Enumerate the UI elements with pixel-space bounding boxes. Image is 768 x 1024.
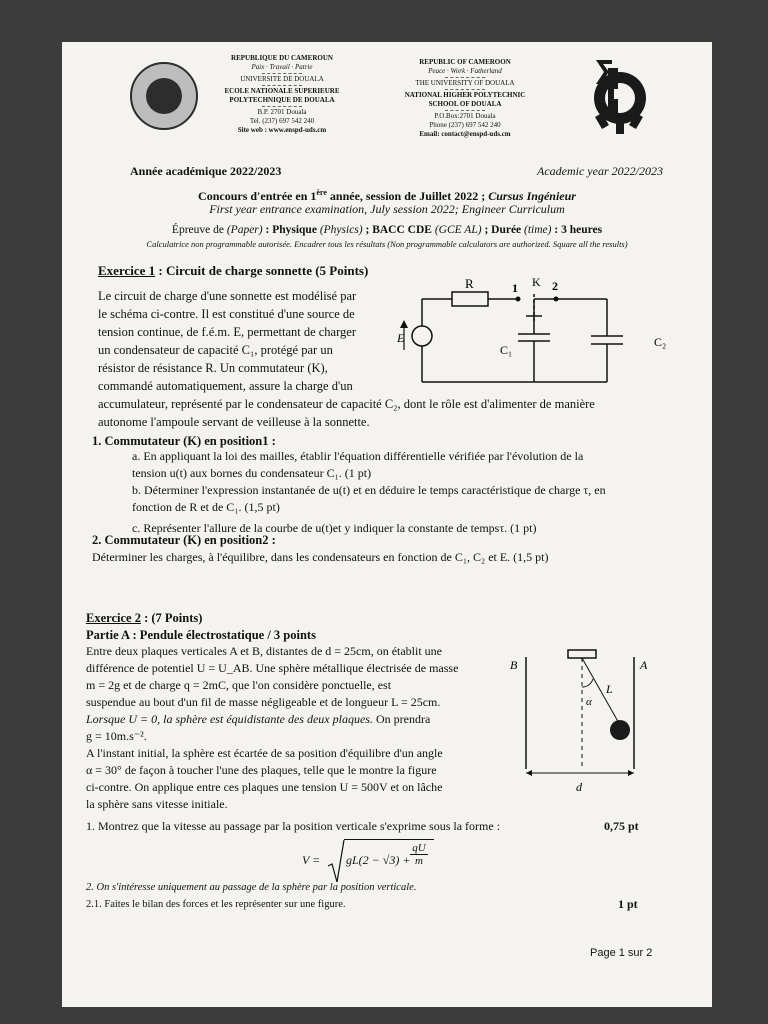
year-fr: Année académique 2022/2023	[130, 164, 282, 178]
page-number: Page 1 sur 2	[590, 947, 653, 959]
ex2-title	[86, 610, 202, 626]
ex2-q1-points: 0,75 pt	[604, 819, 639, 833]
circuit-label-1: 1	[512, 281, 518, 295]
ex1-title-a: Exercice 1	[98, 263, 156, 278]
header-left-line4: ECOLE NATIONALE SUPERIEURE	[224, 87, 340, 95]
exam-paper-line	[62, 222, 712, 238]
circuit-label-C2: C₂	[654, 335, 667, 349]
ex1-p5: résistor de résistance R. Un commutateur (K),	[98, 361, 328, 375]
fig-label-alpha: α	[586, 696, 592, 708]
ex1-q1a-2: tension u(t) aux bornes du condensateur C₁. (1 pt)	[132, 466, 372, 480]
paper-d: (Physics)	[319, 224, 363, 236]
ex2-l10: la sphère sans vitesse initiale.	[86, 797, 228, 811]
fig-label-L: L	[606, 682, 613, 696]
formula-fraction	[410, 842, 428, 867]
paper-e: ; BACC CDE	[362, 224, 435, 236]
circuit-label-R: R	[465, 276, 474, 291]
formula-lhs: V =	[302, 853, 321, 867]
paper-f: (GCE AL)	[434, 224, 482, 236]
header-left	[217, 54, 347, 135]
circuit-label-E: E	[397, 331, 405, 345]
pendulum-figure	[510, 647, 650, 797]
ex1-p8: autonome l'ampoule servant de veilleuse à la sonnette.	[98, 415, 370, 429]
ex2-l4: suspendue au bout d'un fil de masse négligeable et de longueur L = 25cm.	[86, 695, 441, 709]
sqrt-icon	[326, 838, 346, 884]
ex1-q2-head: 2. Commutateur (K) en position2 :	[92, 533, 276, 547]
ex2-l8: α = 30° de façon à toucher l'une des plaques, telle que le montre la figure	[86, 763, 437, 777]
circuit-label-C1: C₁	[500, 343, 513, 357]
year-en: Academic year 2022/2023	[537, 164, 663, 178]
charge-circuit-diagram	[392, 274, 682, 389]
circuit-label-2: 2	[552, 279, 558, 293]
ex1-intro-block	[98, 287, 384, 395]
sqrt-bar	[344, 839, 434, 840]
header-right-line2: Peace · Work · Fatherland	[428, 67, 502, 75]
header-left-line2: Paix · Travail · Patrie	[251, 63, 313, 71]
paper-h: (time)	[524, 224, 552, 236]
ex1-p6: commandé automatiquement, assure la charge d'un	[98, 379, 353, 393]
circuit-label-K: K	[532, 275, 541, 289]
header-left-line7: Tel. (237) 697 542 240	[249, 117, 315, 125]
ex2-q1: 1. Montrez que la vitesse au passage par la position verticale s'exprime sous la forme :	[86, 819, 501, 833]
header-right-line8: Email: contact@enspd-uds.cm	[419, 130, 511, 138]
ex2-l9: ci-contre. On applique entre ces plaques une tension U = 500V et on lâche	[86, 780, 443, 794]
formula-num: qU	[410, 842, 428, 855]
ex2-l2: différence de potentiel U = U_AB. Une sphère métallique électrisée de masse	[86, 661, 459, 675]
university-seal-logo	[130, 62, 198, 130]
ex2-title-b: : (7 Points)	[140, 611, 203, 625]
ex1-q2: Déterminer les charges, à l'équilibre, dans les condensateurs en fonction de C₁, C₂ et E. (1,5 pt)	[92, 550, 549, 564]
paper-b: (Paper)	[226, 224, 263, 236]
fig-label-d: d	[576, 780, 582, 794]
paper-g: ; Durée	[481, 224, 525, 236]
header-left-line5: POLYTECHNIQUE DE DOUALA	[229, 96, 335, 104]
ex1-title	[98, 263, 368, 279]
exam-title-fr-b: année, session de Juillet 2022 ;	[326, 189, 489, 203]
exam-title-fr-sup: ère	[316, 188, 327, 197]
school-logo	[590, 56, 652, 136]
fig-label-B: B	[510, 658, 518, 672]
ex1-p7: accumulateur, représenté par le condensateur de capacité C₂, dont le rôle est d'alimenter de manière	[98, 397, 595, 411]
exam-title-en: First year entrance examination, July session 2022; Engineer Curriculum	[209, 202, 565, 216]
exam-page	[62, 42, 712, 1007]
ex1-p3: tension continue, de f.é.m. E, permettant de charger	[98, 325, 357, 339]
ex1-q1-head: 1. Commutateur (K) en position1 :	[92, 434, 276, 448]
ex1-q1b: b. Déterminer l'expression instantanée de u(t) et en déduire le temps caractéristique de charge τ, en	[132, 483, 606, 497]
ex2-l7: A l'instant initial, la sphère est écartée de sa position d'équilibre d'un angle	[86, 746, 443, 760]
ex1-intro-cont	[98, 395, 670, 431]
paper-c: : Physique	[262, 224, 320, 236]
ex1-p2: le schéma ci-contre. Il est constitué d'une source de	[98, 307, 355, 321]
formula-den: m	[415, 855, 423, 867]
ex2-l3: m = 2g et de charge q = 2mC, que l'on considère ponctuelle, est	[86, 678, 392, 692]
ex2-q21: 2.1. Faites le bilan des forces et les représenter sur une figure.	[86, 899, 346, 910]
header-right	[400, 58, 530, 139]
header-left-line3: UNIVERSITE DE DOUALA	[240, 75, 324, 83]
ex1-q1-block	[132, 448, 672, 537]
header-right-line4: NATIONAL HIGHER POLYTECHNIC	[404, 91, 526, 99]
ex2-l1: Entre deux plaques verticales A et B, distantes de d = 25cm, on établit une	[86, 644, 443, 658]
ex2-partA: Partie A : Pendule électrostatique / 3 points	[86, 628, 316, 642]
ex2-l5b: On prendra	[372, 712, 431, 726]
header-right-line7: Phone (237) 697 542 240	[429, 121, 501, 129]
calculator-note: Calculatrice non programmable autorisée. Encadrer tous les résultats (Non programmable calculators are authorized. Square all the results)	[146, 239, 628, 249]
ex1-q1c: c. Représenter l'allure de la courbe de u(t)et y indiquer la constante de tempsτ. (1 pt)	[132, 521, 537, 535]
header-left-line1: REPUBLIQUE DU CAMEROUN	[231, 54, 333, 62]
formula-part-a: gL(2 − √3) +	[346, 853, 411, 867]
header-right-line3: THE UNIVERSITY OF DOUALA	[415, 79, 515, 87]
ex2-l6: g = 10m.s⁻².	[86, 729, 147, 743]
ex2-l5	[86, 711, 498, 728]
fig-label-A: A	[640, 658, 648, 672]
ex1-title-b: : Circuit de charge sonnette (5 Points)	[155, 263, 369, 278]
header-left-line8: Site web : www.enspd-uds.cm	[237, 126, 327, 134]
ex2-title-a: Exercice 2	[86, 611, 141, 625]
ex2-q2: 2. On s'intéresse uniquement au passage de la sphère par la position verticale.	[86, 882, 417, 893]
header-right-line1: REPUBLIC OF CAMEROON	[419, 58, 511, 66]
header-left-line6: B.P. 2701 Douala	[257, 108, 307, 116]
header-right-line5: SCHOOL OF DOUALA	[428, 100, 502, 108]
ex1-q1b-2: fonction de R et de C₁. (1,5 pt)	[132, 500, 280, 514]
ex1-p1: Le circuit de charge d'une sonnette est modélisé par	[98, 289, 357, 303]
exam-title-fr-c: Cursus Ingénieur	[488, 189, 576, 203]
ex1-p4: un condensateur de capacité C₁, protégé par un	[98, 343, 333, 357]
ex2-q21-points: 1 pt	[618, 897, 638, 911]
header-right-line6: P.O.Box:2701 Douala	[434, 112, 496, 120]
exam-title-fr-a: Concours d'entrée en 1	[198, 189, 317, 203]
paper-i: : 3 heures	[551, 224, 603, 236]
paper-a: Épreuve de	[171, 224, 227, 236]
ex2-partA-text	[86, 643, 498, 813]
ex1-q1a: a. En appliquant la loi des mailles, établir l'équation différentielle vérifiée par l'évolution de la	[132, 449, 584, 463]
ex2-l5a: Lorsque U = 0, la sphère est équidistante des deux plaques.	[86, 712, 373, 726]
